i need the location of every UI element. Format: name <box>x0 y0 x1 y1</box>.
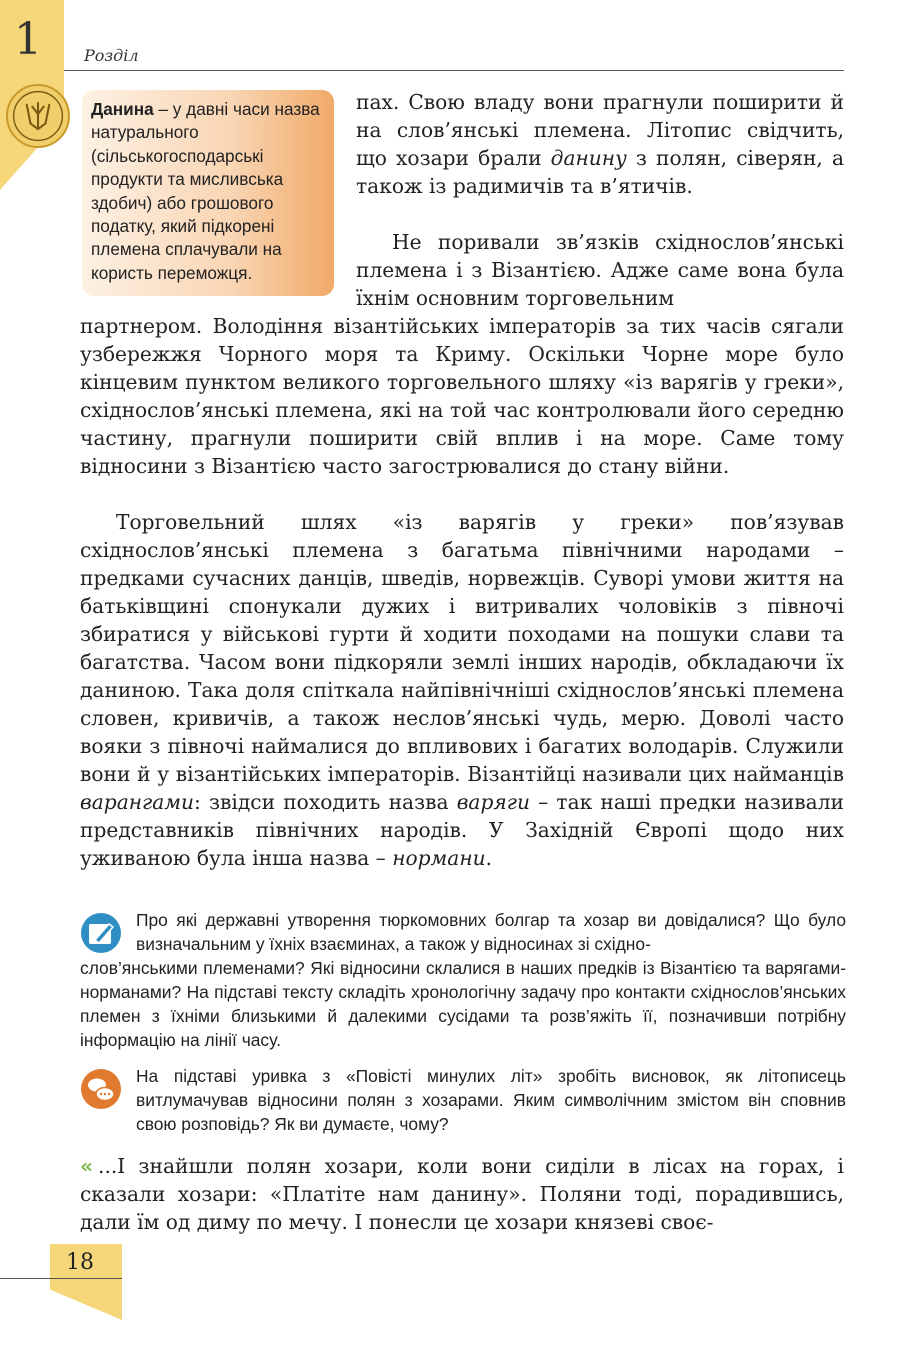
chapter-label: Розділ <box>84 46 139 65</box>
term-danynu: данину <box>550 146 627 170</box>
task-1 <box>80 908 846 1052</box>
task-1-first-line: Про які державні утворення тюркомовних болгар та хозар ви довідалися? Що було визначальним у їхніх взаєминах, а також у відносинах зі східно- <box>136 910 846 954</box>
chronicle-quote <box>80 1152 844 1236</box>
paragraph-3 <box>80 508 844 872</box>
paragraph-2 <box>80 228 844 480</box>
page-number: 18 <box>66 1250 94 1275</box>
paragraph-2-rest: партнером. Володіння візантійських імператорів за тих часів сягали узбережжя Чорного моря та Криму. Оскільки Чорне море було кінцевим пунктом великого торговельного шляху «із варягів у греки», східнослов’янські племена, які на той час контролювали його середню частину, прагнули поширити свій вплив і на море. Саме тому відносини з Візантією часто загострювалися до стану війни. <box>80 314 844 478</box>
discussion-icon <box>80 1068 122 1110</box>
quote-mark-icon: « <box>80 1154 91 1178</box>
paragraph-3-text-b: : звідси походить назва <box>194 790 457 814</box>
footer-divider <box>0 1278 122 1279</box>
paragraph-3-text-a: Торговельний шлях «із варягів у греки» пов’язував східнослов’янські племена з багатьма північними народами – предками сучасних данців, шведів, норвежців. Суворі умови життя на батьківщині спонукали дужих і витривалих чоловіків з півночі збиратися у військові гурти й ходити походами на пошуки слави та багатства. Часом вони підкоряли землі інших народів, обкладаючи їх даниною. Така доля спіткала найпівнічніші східнослов’янські племена словен, кривичів, а також неслов’янські чудь, мерю. Доволі часто вояки з півночі наймалися до впливових і багатих володарів. Служили вони й у візантійських імператорів. Візантійці називали цих найманців <box>80 510 844 786</box>
paragraph-3-text-d: . <box>485 846 493 870</box>
paragraph-1-text-a: пах. Свою владу вони прагнули поширити й на слов’янські племена. Літопис свідчить, що хозари брали <box>356 90 844 170</box>
task-1-rest: слов’янськими племенами? Які відносини склалися в наших предків із Візантією та варягами-норманами? На підставі тексту складіть хронологічну задачу про контакти східнослов’янських племен з їхніми близькими й далекими сусідами та розв’яжіть її, позначивши потрібну інформацію на лінії часу. <box>80 958 846 1050</box>
term-variagy: варяги <box>456 790 530 814</box>
term-varangy: варангами <box>80 790 195 814</box>
paragraph-2-start: Не поривали зв’язків східнослов’янські племена і з Візантією. Адже саме вона була їхнім основним торговельним <box>356 230 844 310</box>
term-normany: нормани <box>392 846 486 870</box>
task-2-text: На підставі уривка з «Повісті минулих літ» зробіть висновок, як літописець витлумачував відносини полян з хозарами. Яким символічним змістом він сповнив свою розповідь? Як ви думаєте, чому? <box>136 1066 846 1134</box>
task-2 <box>136 1064 846 1136</box>
definition-term: Данина <box>91 99 154 119</box>
quote-text: ...І знайшли полян хозари, коли вони сиділи в лісах на горах, і сказали хозари: «Платіте нам данину». Поляни тоді, порадившись, дали їм од диму по мечу. І понесли це хозари князеві своє- <box>80 1154 844 1234</box>
definition-text: – у давні часи назва натурального (сільськогосподарські продукти та мисливська здобич) або грошового податку, який підкорені племена сплачували на користь переможця. <box>91 99 320 283</box>
paragraph-3-text-c: – так наші предки називали представників північних народів. У Західній Європі щодо них уживаною була інша назва – <box>80 790 844 870</box>
paragraph-1-text-b: з полян, сіверян, а також із радимичів та в’ятичів. <box>356 146 844 198</box>
coin-icon <box>6 84 70 148</box>
header-divider <box>64 70 844 71</box>
pencil-icon <box>80 912 122 954</box>
paragraph-1 <box>356 88 844 200</box>
chapter-number: 1 <box>14 14 42 65</box>
